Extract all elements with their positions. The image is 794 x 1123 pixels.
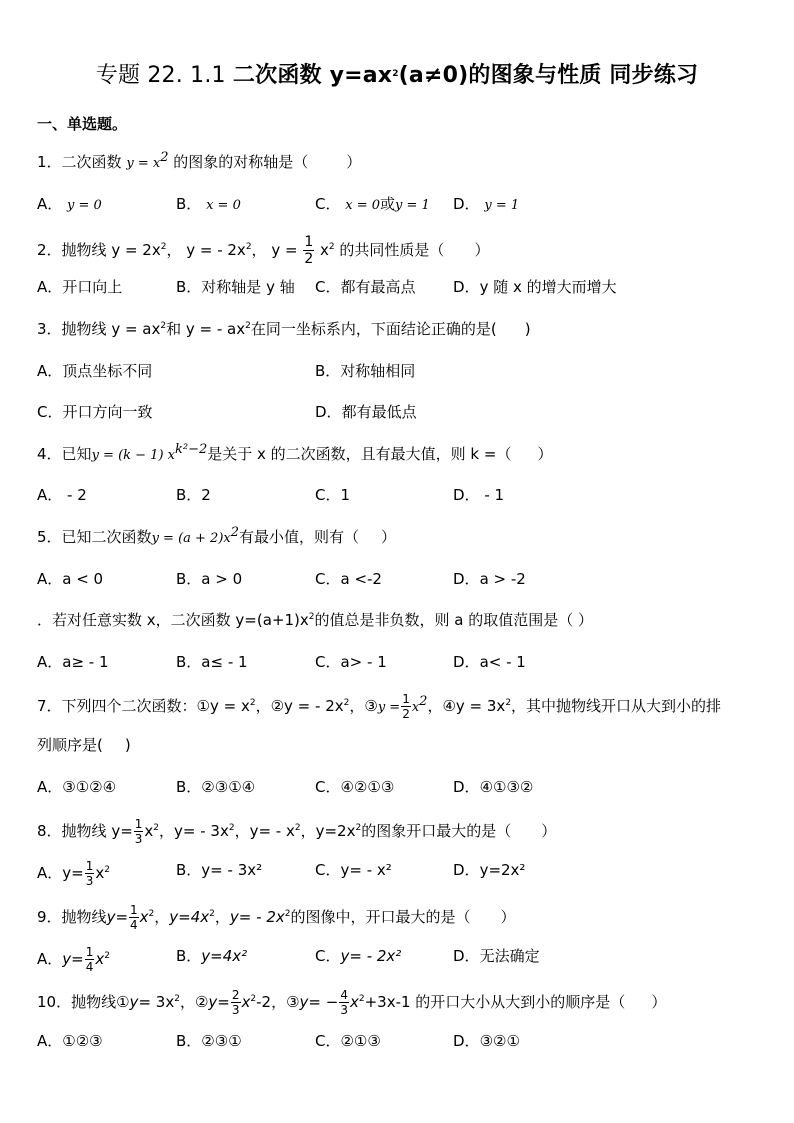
q7-option-d[interactable]: D．④①③② [453, 778, 534, 796]
q9-option-b[interactable]: B．y=4x² [176, 947, 248, 965]
section-heading: 一、单选题。 [37, 115, 128, 133]
q4-option-c[interactable]: C．1 [315, 486, 351, 504]
q8-option-a[interactable]: A．y= $\frac{1}{3}$ $x^2$ [37, 859, 110, 888]
q10-option-c[interactable]: C．②①③ [315, 1032, 381, 1050]
question-1: 1．二次函数 $y = x^2$ 的图象的对称轴是（ ） [37, 150, 362, 171]
q5-option-a[interactable]: A．a < 0 [37, 570, 104, 588]
q2-option-a[interactable]: A．开口向上 [37, 278, 123, 296]
page-title: 专题 22. 1.1 二次函数 $y=ax^2(a\ne 0)$的图象与性质 同步练习 [95, 63, 699, 88]
fraction: $\frac{1}{2}$ [402, 692, 410, 721]
question-4: 4．已知y = (k − 1) $x^{k^2-2}$是关于 x 的二次函数，且有最大值，则 k =（ ） [37, 442, 553, 463]
q3-option-d[interactable]: D．都有最低点 [315, 403, 417, 421]
q10-option-d[interactable]: D．③②① [453, 1032, 520, 1050]
question-10: 10．抛物线①y= $3x^2$，②y= $\frac{2}{3}$ $x^2-2$，③y= − $\frac{4}{3}$ $x^2+3x-1$ 的开口大小从大到小的顺序是（ ） [37, 988, 667, 1017]
fraction: $\frac{1}{3}$ [85, 859, 94, 888]
q7-option-a[interactable]: A．③①②④ [37, 778, 117, 796]
question-9: 9．抛物线y= $\frac{1}{4}$ $x^2$，$y=4x^2$，$y= - 2x^2$的图像中，开口最大的是（ ） [37, 903, 516, 932]
q7-option-c[interactable]: C．④②①③ [315, 778, 395, 796]
q9-option-d[interactable]: D．无法确定 [453, 947, 540, 965]
q6-option-b[interactable]: B．a≤ - 1 [176, 653, 248, 671]
q4-option-b[interactable]: B．2 [176, 486, 211, 504]
q5-option-b[interactable]: B．a > 0 [176, 570, 243, 588]
q6-option-a[interactable]: A．a≥ - 1 [37, 653, 109, 671]
q10-option-b[interactable]: B．②③① [176, 1032, 242, 1050]
q1-option-b[interactable]: B． x = 0 [176, 195, 241, 213]
question-7-continued: 列顺序是( ) [37, 736, 131, 754]
q10-option-a[interactable]: A．①②③ [37, 1032, 103, 1050]
q4-option-a[interactable]: A． - 2 [37, 486, 87, 504]
q1-option-d[interactable]: D． y = 1 [453, 195, 520, 213]
q2-option-b[interactable]: B．对称轴是 y 轴 [176, 278, 295, 296]
q1-option-c[interactable]: C． x = 0或y = 1 [315, 195, 430, 213]
q6-option-d[interactable]: D．a< - 1 [453, 653, 526, 671]
question-3: 3．抛物线 $y = ax^2$和 y = - $ax^2$在同一坐标系内，下面结论正确的是( ) [37, 320, 531, 338]
fraction: $\frac{1}{4}$ [85, 945, 94, 974]
q3-option-b[interactable]: B．对称轴相同 [315, 362, 416, 380]
question-6: ．若对任意实数 x，二次函数 $y=(a+1)x^2$的值总是非负数，则 a 的取值范围是（ ） [37, 611, 593, 629]
q2-option-d[interactable]: D．y 随 x 的增大而增大 [453, 278, 617, 296]
q5-option-c[interactable]: C．a <-2 [315, 570, 382, 588]
q5-option-d[interactable]: D．a > -2 [453, 570, 526, 588]
q8-option-d[interactable]: D．y=2x² [453, 861, 526, 879]
question-7: 7．下列四个二次函数：①y = $x^2$，②y = - $2x^2$，③y = $\frac{1}{2}$ $x^2$，④y = $3x^2$，其中抛物线开口从大到小的排 [37, 692, 722, 721]
q4-option-d[interactable]: D． - 1 [453, 486, 505, 504]
q3-option-a[interactable]: A．顶点坐标不同 [37, 362, 153, 380]
fraction: $\frac{4}{3}$ [340, 988, 348, 1017]
question-8: 8．抛物线 y= $\frac{1}{3}$ $x^2$，$y= - 3x^2$，$y= - x^2$，$y=2x^2$的图象开口最大的是（ ） [37, 817, 557, 846]
q1-option-a[interactable]: A． y = 0 [37, 195, 102, 213]
q3-option-c[interactable]: C．开口方向一致 [37, 403, 153, 421]
q6-option-c[interactable]: C．a> - 1 [315, 653, 387, 671]
fraction: $\frac{1}{2}$ [304, 234, 314, 267]
fraction: $\frac{1}{4}$ [130, 903, 138, 932]
q9-option-c[interactable]: C．y= - 2x² [315, 947, 402, 965]
q7-option-b[interactable]: B．②③①④ [176, 778, 256, 796]
q2-option-c[interactable]: C．都有最高点 [315, 278, 416, 296]
q9-option-a[interactable]: A．y= $\frac{1}{4}$ $x^2$ [37, 945, 110, 974]
fraction: $\frac{2}{3}$ [231, 988, 240, 1017]
q8-option-b[interactable]: B．y= - 3x² [176, 861, 263, 879]
question-2: 2．抛物线 $y = 2x^2$， y = - $2x^2$， y = $\frac{1}{2}$ $x^2$ 的共同性质是（ ） [37, 234, 490, 267]
q8-option-c[interactable]: C．y= - x² [315, 861, 392, 879]
fraction: $\frac{1}{3}$ [134, 817, 143, 846]
question-5: 5．已知二次函数$y = (a + 2)x^2$有最小值，则有（ ） [37, 525, 397, 546]
